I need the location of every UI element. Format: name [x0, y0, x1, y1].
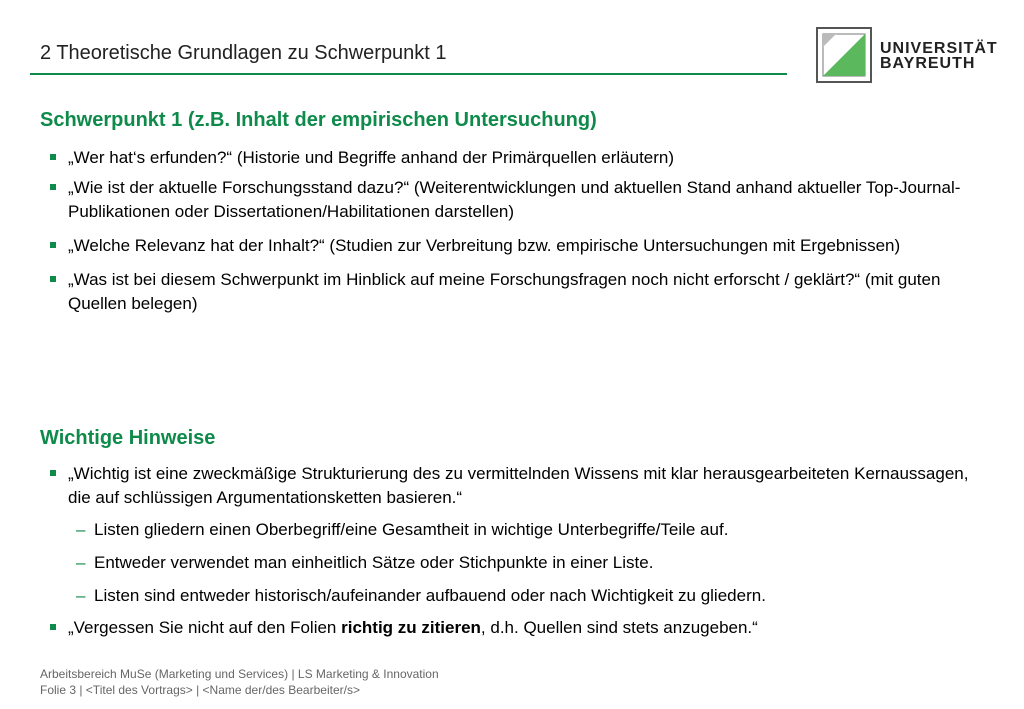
logo-line-2: BAYREUTH	[880, 55, 976, 72]
square-bullet-icon	[50, 624, 56, 630]
footer	[40, 666, 439, 698]
sub-list-item	[74, 518, 978, 542]
sub-list-item	[74, 584, 978, 608]
square-bullet-icon	[50, 470, 56, 476]
dash-bullet-icon: –	[76, 520, 86, 539]
list-item-text-bold: richtig zu zitieren	[341, 618, 481, 637]
list-item-text: „Wichtig ist eine zweckmäßige Strukturierung des zu vermittelnden Wissens mit klar herausgearbeiteten Kernaussagen, die auf schlüssigen Argumentationsketten basieren.“	[68, 464, 969, 507]
slide-title: 2 Theoretische Grundlagen zu Schwerpunkt 1	[40, 42, 447, 64]
sub-list-item-text: Entweder verwendet man einheitlich Sätze oder Stichpunkte in einer Liste.	[94, 553, 654, 572]
list-item	[48, 268, 978, 316]
square-bullet-icon	[50, 184, 56, 190]
list-item	[48, 176, 978, 224]
dash-bullet-icon: –	[76, 553, 86, 572]
hinweise-list	[48, 462, 978, 640]
section-heading-schwerpunkt: Schwerpunkt 1 (z.B. Inhalt der empirischen Untersuchung)	[40, 109, 597, 131]
sub-list-item-text: Listen sind entweder historisch/aufeinander aufbauend oder nach Wichtigkeit zu gliedern.	[94, 586, 766, 605]
square-bullet-icon	[50, 276, 56, 282]
list-item-text: „Welche Relevanz hat der Inhalt?“ (Studien zur Verbreitung bzw. empirische Untersuchungen mit Ergebnissen)	[68, 236, 901, 255]
university-logo-icon	[816, 27, 872, 83]
university-logo	[816, 27, 998, 83]
sub-list-item-text: Listen gliedern einen Oberbegriff/eine Gesamtheit in wichtige Unterbegriffe/Teile auf.	[94, 520, 729, 539]
list-item	[48, 234, 978, 258]
footer-line-1: Arbeitsbereich MuSe (Marketing und Services) | LS Marketing & Innovation	[40, 667, 439, 681]
list-item-text: „Wie ist der aktuelle Forschungsstand dazu?“ (Weiterentwicklungen und aktuellen Stand anhand aktueller Top-Journal-Publikationen oder Dissertationen/Habilitationen darstellen)	[68, 178, 961, 221]
list-item-text-pre: „Vergessen Sie nicht auf den Folien	[68, 618, 342, 637]
schwerpunkt-list	[48, 146, 978, 316]
list-item	[48, 462, 978, 510]
sub-list-item	[74, 551, 978, 575]
list-item-text-post: , d.h. Quellen sind stets anzugeben.“	[480, 618, 758, 637]
list-item	[48, 616, 978, 640]
square-bullet-icon	[50, 242, 56, 248]
list-item	[48, 146, 978, 170]
dash-bullet-icon: –	[76, 586, 86, 605]
square-bullet-icon	[50, 154, 56, 160]
list-item-text: „Was ist bei diesem Schwerpunkt im Hinblick auf meine Forschungsfragen noch nicht erforscht / geklärt?“ (mit guten Quellen belegen)	[68, 270, 941, 313]
footer-line-2: Folie 3 | <Titel des Vortrags> | <Name der/des Bearbeiter/s>	[40, 683, 360, 697]
title-underline	[30, 73, 787, 75]
list-item-text: „Wer hat‘s erfunden?“ (Historie und Begriffe anhand der Primärquellen erläutern)	[68, 148, 675, 167]
logo-text	[880, 41, 998, 71]
section-heading-hinweise: Wichtige Hinweise	[40, 427, 216, 449]
logo-line-1: UNIVERSITÄT	[880, 40, 998, 57]
